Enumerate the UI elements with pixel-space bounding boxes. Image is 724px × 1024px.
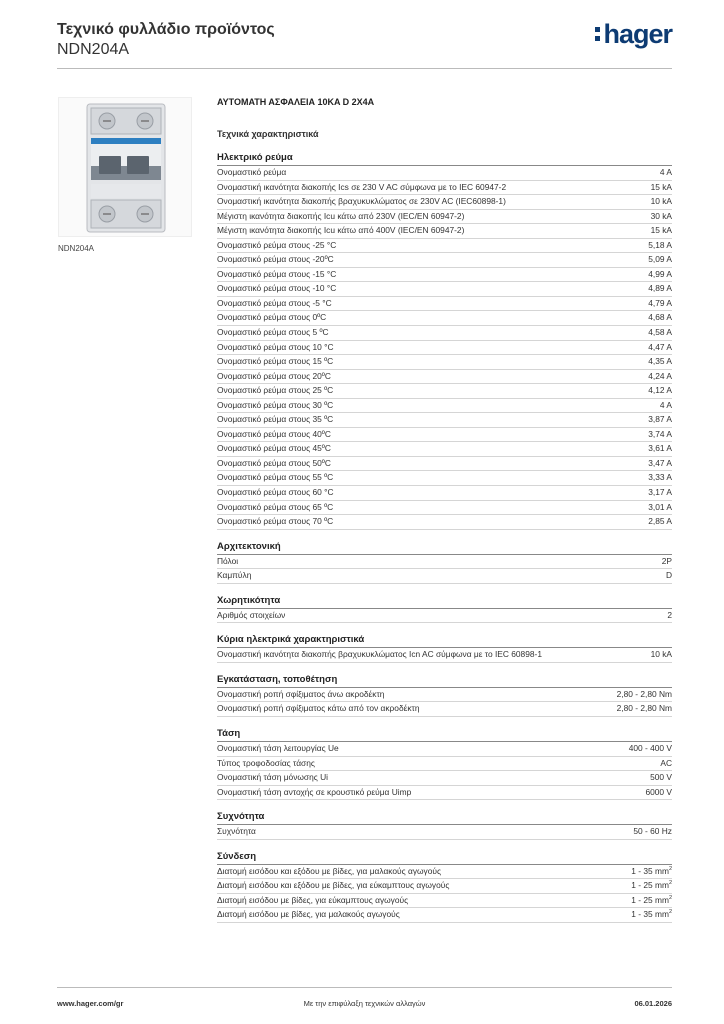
spec-value [648, 471, 672, 485]
spec-label: Ονομαστικό ρεύμα στους 0ºC [217, 312, 327, 323]
spec-label: Ονομαστική τάση μόνωσης Ui [217, 772, 329, 783]
spec-value [648, 501, 672, 515]
spec-label: Ονομαστικό ρεύμα στους 25 ºC [217, 385, 334, 396]
spec-row [217, 879, 672, 894]
spec-label: Ονομαστικό ρεύμα στους 50ºC [217, 457, 331, 468]
spec-row [217, 908, 672, 923]
spec-value-text: 2P [661, 555, 672, 566]
spec-label: Ονομαστικό ρεύμα στους 70 ºC [217, 516, 334, 527]
spec-value-text: 1 - 35 mm [631, 909, 669, 920]
spec-label: Ονομαστικό ρεύμα στους 55 ºC [217, 472, 334, 483]
spec-value-text: 4,12 A [648, 385, 672, 396]
spec-value [648, 341, 672, 355]
spec-value [648, 428, 672, 442]
spec-value [648, 442, 672, 456]
spec-row [217, 341, 672, 356]
spec-value-text: 4,58 A [648, 327, 672, 338]
spec-label: Ονομαστική τάση αντοχής σε κρουστικό ρεύμα Uimp [217, 786, 412, 797]
spec-value-text: 2,85 A [648, 516, 672, 527]
spec-row [217, 326, 672, 341]
spec-row [217, 471, 672, 486]
product-image [58, 97, 192, 237]
spec-value [617, 688, 672, 702]
spec-value-text: AC [660, 757, 672, 768]
spec-label: Ονομαστικό ρεύμα στους 20ºC [217, 370, 331, 381]
spec-value-text: 4 A [659, 399, 672, 410]
spec-value [648, 239, 672, 253]
spec-sections [217, 151, 672, 923]
spec-value-text: 10 kA [650, 196, 672, 207]
spec-section [217, 540, 672, 584]
spec-row [217, 569, 672, 584]
spec-row [217, 442, 672, 457]
spec-label: Διατομή εισόδου και εξόδου με βίδες, για μαλακούς αγωγούς [217, 865, 442, 876]
spec-label: Διατομή εισόδου με βίδες, για εύκαμπτους αγωγούς [217, 894, 409, 905]
spec-label: Ονομαστικό ρεύμα στους 10 °C [217, 341, 334, 352]
spec-value-text: 50 - 60 Hz [633, 826, 672, 837]
spec-row [217, 501, 672, 516]
spec-value-text: 4,89 A [648, 283, 672, 294]
hager-logo: hager [595, 20, 672, 48]
spec-row [217, 166, 672, 181]
spec-value-text: D [665, 570, 672, 581]
spec-value [631, 865, 672, 879]
spec-value-text: 2 [667, 609, 672, 620]
product-image-caption: NDN204A [58, 244, 95, 253]
spec-row [217, 224, 672, 239]
spec-value [617, 702, 672, 716]
spec-section [217, 633, 672, 663]
spec-value [651, 224, 672, 238]
spec-value [631, 894, 672, 908]
spec-row [217, 413, 672, 428]
spec-row [217, 355, 672, 370]
page-footer [57, 987, 672, 1021]
product-name: ΑΥΤΟΜΑΤΗ ΑΣΦΑΛΕΙΑ 10KA D 2X4A [217, 97, 375, 107]
spec-row [217, 555, 672, 570]
spec-value-text: 1 - 25 mm [631, 880, 669, 891]
spec-section [217, 673, 672, 717]
spec-row [217, 825, 672, 840]
section-title: Κύρια ηλεκτρικά χαρακτηριστικά [217, 633, 672, 648]
spec-label: Ονομαστική ροπή σφίξιματος άνω ακροδέκτη [217, 688, 385, 699]
spec-row [217, 742, 672, 757]
spec-row [217, 486, 672, 501]
spec-row [217, 786, 672, 801]
spec-value [667, 609, 672, 623]
spec-value-text: 5,09 A [648, 254, 672, 265]
spec-value-text: 15 kA [650, 225, 672, 236]
spec-row [217, 515, 672, 530]
spec-value-superscript: 2 [668, 880, 672, 887]
spec-row [217, 210, 672, 225]
spec-label: Καμπύλη [217, 570, 252, 581]
spec-row [217, 195, 672, 210]
spec-row [217, 399, 672, 414]
spec-value [648, 355, 672, 369]
spec-value [648, 384, 672, 398]
spec-value [629, 742, 672, 756]
spec-label: Μέγιστη ικανότητα διακοπής Icu κάτω από 230V (IEC/EN 60947-2) [217, 210, 465, 221]
spec-value-text: 3,47 A [648, 457, 672, 468]
section-title: Σύνδεση [217, 850, 672, 865]
spec-label: Ονομαστικό ρεύμα στους 15 ºC [217, 356, 334, 367]
section-title: Ηλεκτρικό ρεύμα [217, 151, 672, 166]
spec-value [648, 297, 672, 311]
spec-value-text: 4,68 A [648, 312, 672, 323]
spec-label: Ονομαστική ικανότητα διακοπής βραχυκυκλώματος σε 230V AC (IEC60898-1) [217, 196, 506, 207]
spec-value-text: 2,80 - 2,80 Nm [616, 688, 672, 699]
footer-divider [57, 987, 672, 988]
spec-value [648, 253, 672, 267]
logo-dots-icon [595, 27, 601, 45]
spec-value-text: 4,35 A [648, 356, 672, 367]
spec-value [631, 879, 672, 893]
spec-value-text: 4 A [659, 167, 672, 177]
spec-section [217, 151, 672, 530]
spec-content [217, 95, 672, 933]
spec-row [217, 297, 672, 312]
spec-value-text: 10 kA [650, 649, 672, 660]
spec-value [660, 399, 672, 413]
spec-label: Ονομαστικό ρεύμα στους 40ºC [217, 428, 331, 439]
spec-section [217, 850, 672, 923]
spec-value-text: 3,61 A [648, 443, 672, 454]
spec-value-superscript: 2 [668, 909, 672, 916]
spec-label: Ονομαστικό ρεύμα στους 30 ºC [217, 399, 334, 410]
spec-value-superscript: 2 [668, 894, 672, 901]
spec-value [651, 648, 672, 662]
spec-row [217, 865, 672, 880]
section-title: Χωρητικότητα [217, 594, 672, 609]
spec-value [633, 825, 672, 839]
spec-value [648, 486, 672, 500]
spec-label: Ονομαστικό ρεύμα στους 65 ºC [217, 501, 334, 512]
spec-row [217, 311, 672, 326]
header-divider [57, 68, 672, 69]
spec-value-text: 3,87 A [648, 414, 672, 425]
spec-label: Ονομαστικό ρεύμα στους -5 °C [217, 297, 332, 308]
spec-value [651, 195, 672, 209]
section-title: Εγκατάσταση, τοποθέτηση [217, 673, 672, 688]
spec-value-text: 1 - 35 mm [631, 865, 669, 876]
spec-value [648, 311, 672, 325]
page-header [57, 20, 672, 68]
spec-value-text: 4,47 A [648, 341, 672, 352]
spec-value-text: 3,01 A [648, 501, 672, 512]
spec-label: Διατομή εισόδου και εξόδου με βίδες, για εύκαμπτους αγωγούς [217, 880, 450, 891]
spec-row [217, 894, 672, 909]
spec-label: Ονομαστικό ρεύμα στους -20ºC [217, 254, 334, 265]
spec-section [217, 727, 672, 800]
spec-value [648, 282, 672, 296]
spec-value [650, 771, 672, 785]
spec-row [217, 428, 672, 443]
spec-row [217, 688, 672, 703]
spec-row [217, 253, 672, 268]
document-title: Τεχνικό φυλλάδιο προϊόντος [57, 21, 275, 38]
section-title: Αρχιτεκτονική [217, 540, 672, 555]
spec-row [217, 702, 672, 717]
spec-value [648, 457, 672, 471]
spec-value [666, 569, 672, 583]
spec-value [648, 326, 672, 340]
spec-label: Συχνότητα [217, 826, 256, 837]
footer-note: Με την επιφύλαξη τεχνικών αλλαγών [303, 999, 426, 1008]
section-title: Συχνότητα [217, 810, 672, 825]
spec-value [648, 370, 672, 384]
spec-label: Ονομαστικό ρεύμα στους 35 ºC [217, 414, 334, 425]
spec-label: Ονομαστική τάση λειτουργίας Ue [217, 742, 339, 753]
spec-label: Ονομαστικό ρεύμα στους -15 °C [217, 268, 337, 279]
spec-row [217, 370, 672, 385]
footer-date: 06.01.2026 [634, 999, 672, 1008]
spec-value-superscript: 2 [668, 865, 672, 872]
spec-value [648, 268, 672, 282]
spec-label: Πόλοι [217, 555, 239, 566]
spec-label: Ονομαστική ροπή σφίξιματος κάτω από τον ακροδέκτη [217, 703, 420, 714]
spec-value [651, 210, 672, 224]
spec-row [217, 268, 672, 283]
spec-row [217, 609, 672, 624]
spec-label: Ονομαστικό ρεύμα στους 45ºC [217, 443, 331, 454]
spec-value-text: 5,18 A [648, 239, 672, 250]
spec-row [217, 239, 672, 254]
spec-label: Διατομή εισόδου με βίδες, για μαλακούς αγωγούς [217, 909, 400, 920]
spec-value [660, 757, 672, 771]
spec-value [662, 555, 672, 569]
spec-row [217, 648, 672, 663]
spec-value-text: 4,79 A [648, 297, 672, 308]
spec-value-text: 1 - 25 mm [631, 894, 669, 905]
spec-label: Τύπος τροφοδοσίας τάσης [217, 757, 315, 768]
spec-value-text: 15 kA [650, 181, 672, 192]
spec-value-text: 3,17 A [648, 487, 672, 498]
spec-value-text: 500 V [650, 772, 672, 783]
spec-label: Ονομαστικό ρεύμα στους -10 °C [217, 283, 337, 294]
spec-value [660, 166, 672, 180]
spec-value-text: 3,33 A [648, 472, 672, 483]
spec-row [217, 457, 672, 472]
spec-label: Μέγιστη ικανότητα διακοπής Icu κάτω από 400V (IEC/EN 60947-2) [217, 225, 465, 236]
spec-label: Ονομαστική ικανότητα διακοπής Ics σε 230 V AC σύμφωνα με το IEC 60947-2 [217, 181, 507, 192]
spec-value-text: 4,99 A [648, 268, 672, 279]
spec-value [648, 413, 672, 427]
spec-section [217, 810, 672, 840]
circuit-breaker-image [59, 98, 191, 236]
spec-label: Αριθμός στοιχείων [217, 609, 286, 620]
spec-value-text: 400 - 400 V [628, 742, 672, 753]
spec-label: Ονομαστικό ρεύμα στους 60 °C [217, 487, 334, 498]
spec-label: Ονομαστικό ρεύμα στους 5 ºC [217, 327, 329, 338]
product-code: NDN204A [57, 41, 130, 58]
spec-label: Ονομαστικό ρεύμα στους -25 °C [217, 239, 337, 250]
spec-row [217, 181, 672, 196]
spec-row [217, 282, 672, 297]
tech-specs-heading: Τεχνικά χαρακτηριστικά [217, 129, 319, 139]
spec-label: Ονομαστική ικανότητα διακοπής βραχυκυκλώματος Icn AC σύμφωνα με το IEC 60898-1 [217, 649, 542, 660]
footer-website: www.hager.com/gr [57, 999, 124, 1008]
spec-value-text: 6000 V [645, 786, 672, 797]
spec-value [631, 908, 672, 922]
spec-value [648, 515, 672, 529]
spec-row [217, 757, 672, 772]
spec-value-text: 4,24 A [648, 370, 672, 381]
spec-value-text: 30 kA [650, 210, 672, 221]
spec-value [651, 181, 672, 195]
spec-row [217, 771, 672, 786]
spec-value-text: 2,80 - 2,80 Nm [616, 703, 672, 714]
spec-row [217, 384, 672, 399]
spec-section [217, 594, 672, 624]
spec-value-text: 3,74 A [648, 428, 672, 439]
spec-label: Ονομαστικό ρεύμα [217, 167, 287, 177]
spec-value [645, 786, 672, 800]
section-title: Τάση [217, 727, 672, 742]
